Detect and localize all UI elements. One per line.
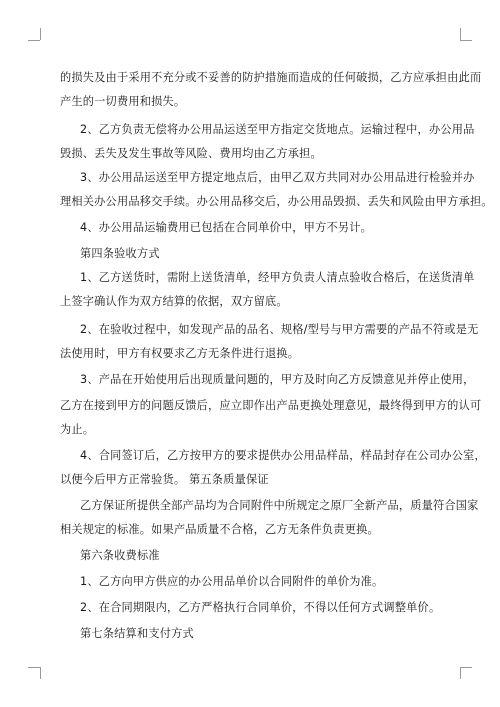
text-line: 4、办公用品运输费用已包括在合同单价中，甲方不另计。: [80, 221, 373, 234]
text-line: 为止。: [60, 423, 95, 436]
text-line: 上签字确认作为双方结算的依据，双方留底。: [60, 295, 288, 308]
text-line: 4、合同签订后，乙方按甲方的要求提供办公用品样品，样品封存在公司办公室，: [80, 449, 486, 462]
section-heading: 第四条验收方式: [80, 247, 160, 260]
text-line: 3、办公用品运送至甲方提定地点后，由甲乙双方共同对办公用品进行检验并办: [80, 171, 475, 184]
text-line: 2、在验收过程中，如发现产品的品名、规格/型号与甲方需要的产品不符或是无: [80, 323, 479, 336]
text-line: 的损失及由于采用不充分或不妥善的防护措施而造成的任何破损，乙方应承担由此而: [60, 71, 482, 84]
text-line: 1、乙方送货时，需附上送货清单，经甲方负责人清点验收合格后，在送货清单: [80, 271, 475, 284]
text-line: 3、产品在开始使用后出现质量问题的，甲方及时向乙方反馈意见并停止使用，: [80, 373, 475, 386]
text-line: 乙方保证所提供全部产品均为合同附件中所规定之原厂全新产品，质量符合国家: [80, 499, 479, 512]
text-line: 相关规定的标准。如果产品质量不合格，乙方无条件负责更换。: [60, 523, 379, 536]
text-line: 1、乙方向甲方供应的办公用品单价以合同附件的单价为准。: [80, 575, 384, 588]
text-line: 以便今后甲方正常验货。 第五条质量保证: [60, 473, 269, 486]
section-heading: 第六条收费标准: [80, 549, 160, 562]
text-line: 毁损、丢失及发生事故等风险、费用均由乙方承担。: [60, 147, 322, 160]
text-line: 乙方在接到甲方的问题反馈后，应立即作出产品更换处理意见，最终得到甲方的认可: [60, 399, 482, 412]
text-line: 理相关办公用品移交手续。办公用品移交后，办公用品毁损、丢失和风险由甲方承担。: [60, 195, 493, 208]
text-line: 法使用时，甲方有权要求乙方无条件进行退换。: [60, 347, 300, 360]
text-line: 2、乙方负责无偿将办公用品运送至甲方指定交货地点。运输过程中，办公用品: [80, 123, 475, 136]
text-line: 产生的一切费用和损失。: [60, 95, 186, 108]
section-heading: 第七条结算和支付方式: [80, 627, 194, 640]
text-line: 2、在合同期限内，乙方严格执行合同单价，不得以任何方式调整单价。: [80, 601, 441, 614]
